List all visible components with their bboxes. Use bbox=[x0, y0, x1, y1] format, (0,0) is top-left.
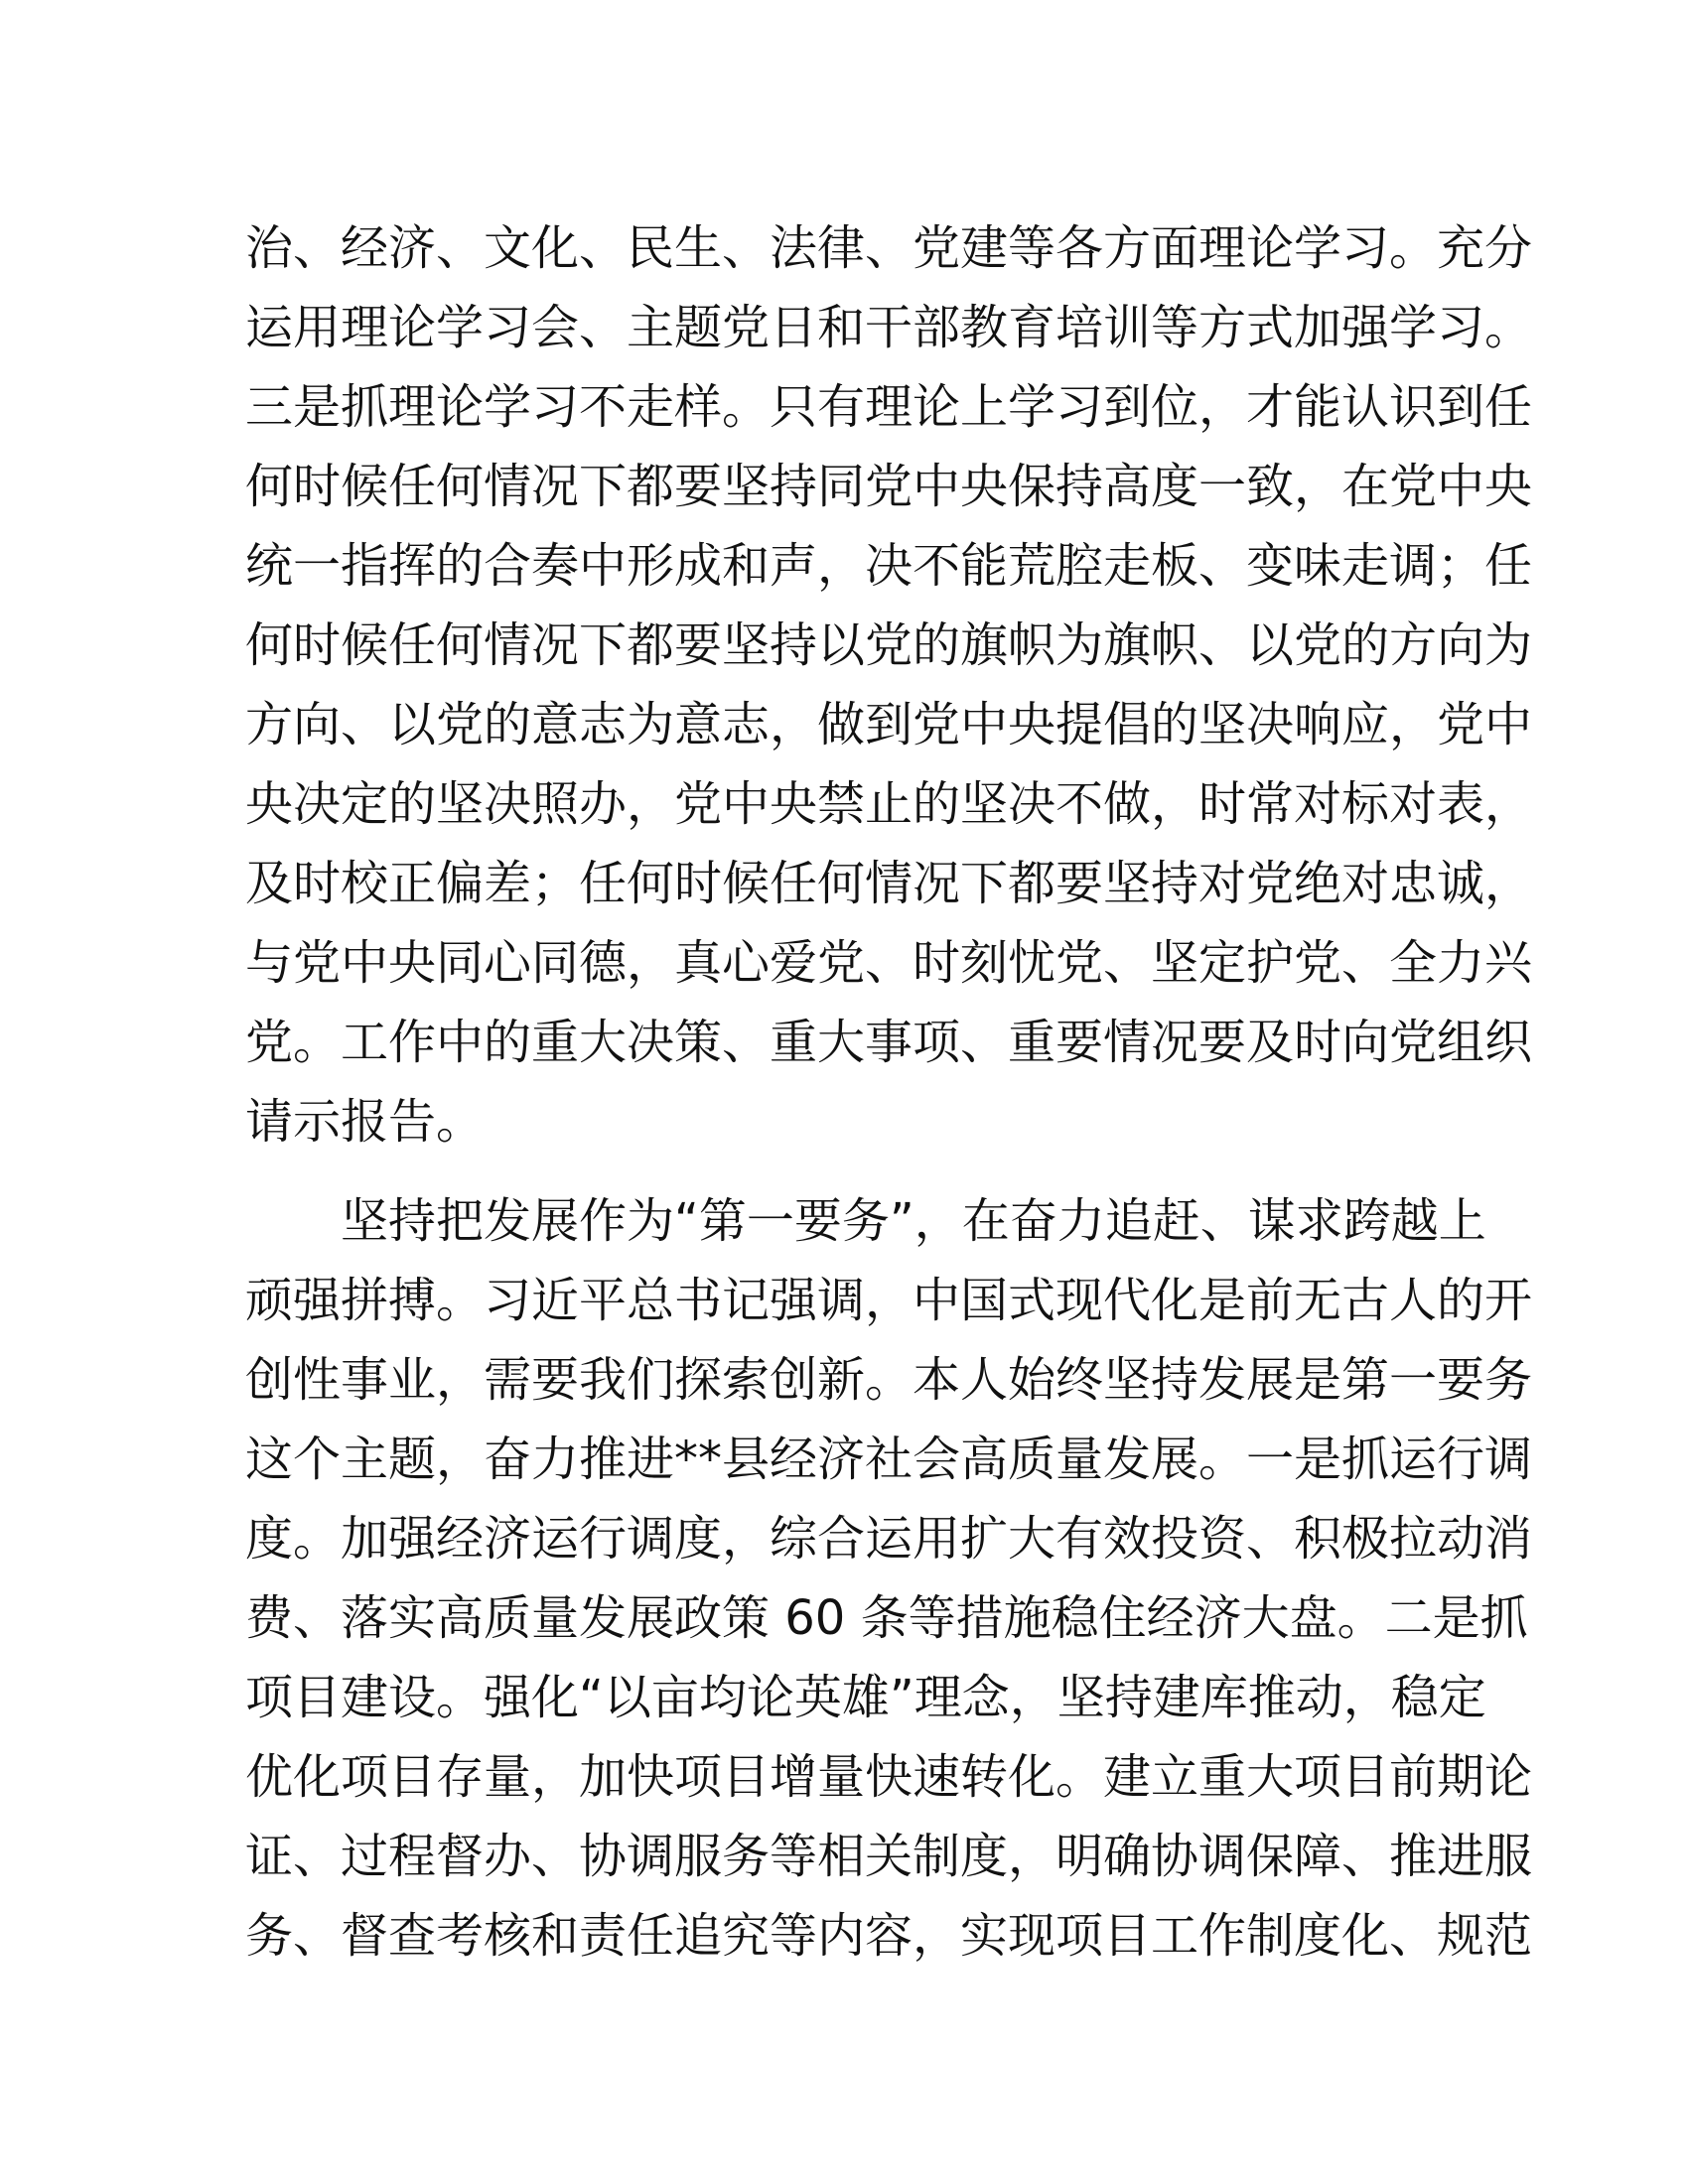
text-line: 优化项目存量，加快项目增量快速转化。建立重大项目前期论 bbox=[245, 1749, 1533, 1805]
paragraph-spacer bbox=[245, 1161, 1442, 1181]
text-line: 顽强拼搏。习近平总书记强调，中国式现代化是前无古人的开 bbox=[245, 1273, 1533, 1328]
text-line: 费、落实高质量发展政策 60 条等措施稳住经济大盘。二是抓 bbox=[245, 1590, 1528, 1646]
text-line: 证、过程督办、协调服务等相关制度，明确协调保障、推进服 bbox=[245, 1829, 1533, 1884]
text-line: 项目建设。强化“以亩均论英雄”理念，坚持建库推动，稳定 bbox=[245, 1670, 1486, 1725]
text-line: 与党中央同心同德，真心爱党、时刻忧党、坚定护党、全力兴 bbox=[245, 935, 1533, 991]
text-line: 务、督查考核和责任追究等内容，实现项目工作制度化、规范 bbox=[245, 1908, 1533, 1964]
text-line: 何时候任何情况下都要坚持以党的旗帜为旗帜、以党的方向为 bbox=[245, 617, 1533, 673]
text-line: 统一指挥的合奏中形成和声，决不能荒腔走板、变味走调；任 bbox=[245, 538, 1533, 594]
text-line: 治、经济、文化、民生、法律、党建等各方面理论学习。充分 bbox=[245, 220, 1533, 276]
text-line: 运用理论学习会、主题党日和干部教育培训等方式加强学习。 bbox=[245, 300, 1533, 355]
text-line: 方向、以党的意志为意志，做到党中央提倡的坚决响应，党中 bbox=[245, 697, 1533, 752]
paragraph-2 bbox=[245, 1181, 1533, 1976]
text-line: 这个主题，奋力推进**县经济社会高质量发展。一是抓运行调 bbox=[245, 1432, 1533, 1487]
text-line: 何时候任何情况下都要坚持同党中央保持高度一致，在党中央 bbox=[245, 459, 1533, 514]
paragraph-1 bbox=[245, 208, 1533, 1161]
body-text bbox=[245, 208, 1533, 1976]
text-line: 央决定的坚决照办，党中央禁止的坚决不做，时常对标对表， bbox=[245, 776, 1533, 832]
text-line: 度。加强经济运行调度，综合运用扩大有效投资、积极拉动消 bbox=[245, 1511, 1533, 1567]
text-line: 请示报告。 bbox=[245, 1094, 485, 1150]
text-line: 及时校正偏差；任何时候任何情况下都要坚持对党绝对忠诚， bbox=[245, 856, 1533, 911]
text-line: 三是抓理论学习不走样。只有理论上学习到位，才能认识到任 bbox=[245, 379, 1533, 435]
text-line: 党。工作中的重大决策、重大事项、重要情况要及时向党组织 bbox=[245, 1015, 1533, 1070]
text-line: 创性事业，需要我们探索创新。本人始终坚持发展是第一要务 bbox=[245, 1352, 1533, 1408]
text-line-first: 坚持把发展作为“第一要务”，在奋力追赶、谋求跨越上 bbox=[341, 1193, 1486, 1249]
